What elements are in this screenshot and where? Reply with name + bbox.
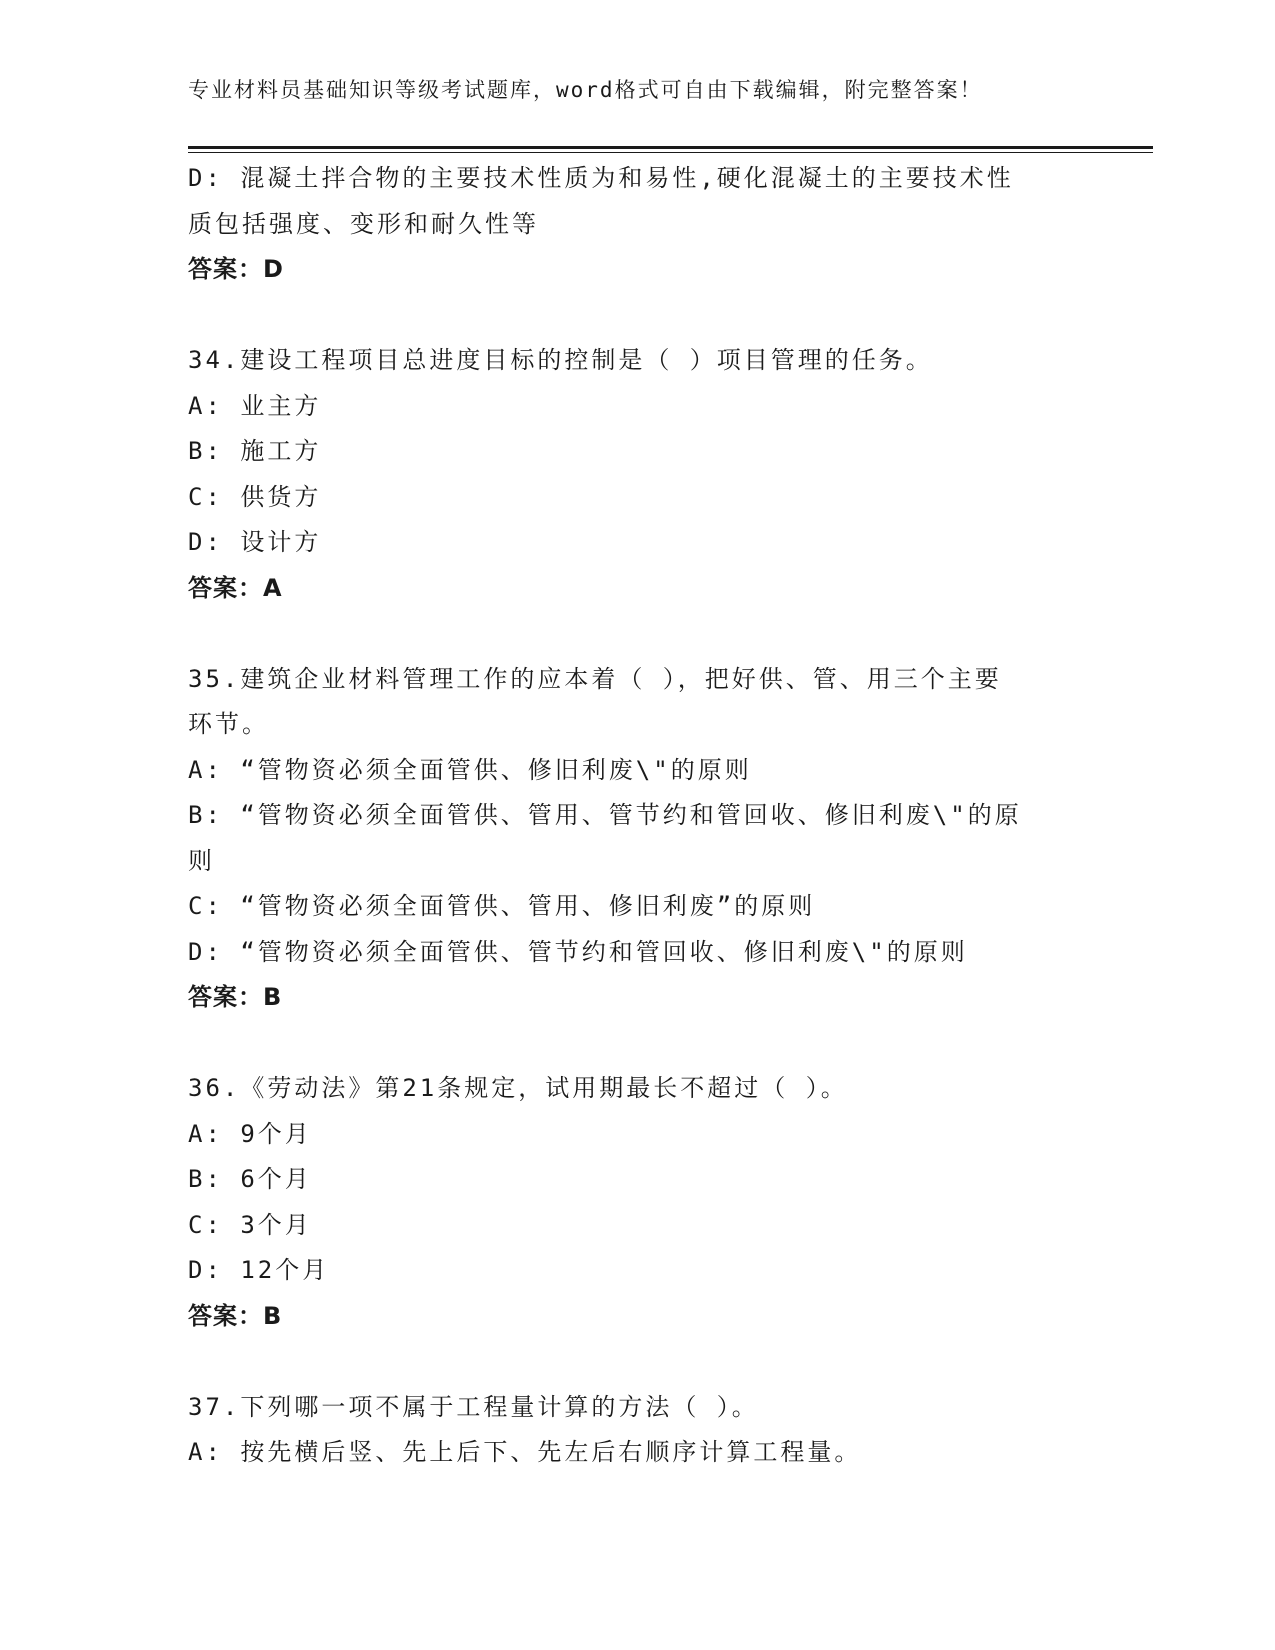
option-a: A: 按先横后竖、先上后下、先左后右顺序计算工程量。 — [188, 1438, 862, 1466]
option-d: D: 设计方 — [188, 528, 322, 556]
answer: 答案：D — [188, 255, 284, 283]
spacer — [188, 611, 1078, 657]
option-a: A: “管物资必须全面管供、修旧利废\"的原则 — [188, 755, 752, 784]
answer: 答案：A — [188, 573, 283, 602]
page-header: 专业材料员基础知识等级考试题库，word格式可自由下载编辑，附完整答案！ — [188, 78, 983, 102]
spacer — [188, 293, 1078, 339]
question-36 — [188, 1066, 1078, 1339]
option-d: D: 12个月 — [188, 1256, 330, 1284]
question-list — [188, 156, 1078, 1476]
header-rule-thick — [188, 146, 1153, 149]
option-c: C: 3个月 — [188, 1210, 312, 1239]
spacer — [188, 1339, 1078, 1385]
option-c: C: “管物资必须全面管供、管用、修旧利废”的原则 — [188, 892, 816, 920]
answer: 答案：B — [188, 1301, 283, 1330]
option-d: D: “管物资必须全面管供、管节约和管回收、修旧利废\"的原则 — [188, 937, 968, 966]
option-a: A: 业主方 — [188, 391, 322, 420]
question-stem: 37.下列哪一项不属于工程量计算的方法（ ）。 — [188, 1392, 759, 1421]
option-a: A: 9个月 — [188, 1119, 312, 1148]
question-stem-continued: 环节。 — [188, 710, 269, 738]
question-prev — [188, 156, 1078, 293]
question-37 — [188, 1385, 1078, 1476]
option-b-continued: 则 — [188, 846, 215, 875]
spacer — [188, 1021, 1078, 1067]
question-34 — [188, 338, 1078, 611]
option-b: B: 6个月 — [188, 1165, 312, 1193]
answer: 答案：B — [188, 983, 283, 1011]
option-d: D: 混凝土拌合物的主要技术性质为和易性,硬化混凝土的主要技术性 — [188, 164, 1014, 192]
header-rule-thin — [188, 152, 1153, 153]
question-35 — [188, 657, 1078, 1021]
option-c: C: 供货方 — [188, 482, 322, 511]
option-b: B: 施工方 — [188, 437, 322, 465]
question-stem: 35.建筑企业材料管理工作的应本着（ ），把好供、管、用三个主要 — [188, 664, 1002, 693]
question-stem: 36.《劳动法》第21条规定，试用期最长不超过（ ）。 — [188, 1074, 848, 1102]
option-b: B: “管物资必须全面管供、管用、管节约和管回收、修旧利废\"的原 — [188, 801, 1022, 829]
question-stem: 34.建设工程项目总进度目标的控制是（ ）项目管理的任务。 — [188, 346, 933, 374]
option-d-continued: 质包括强度、变形和耐久性等 — [188, 209, 539, 238]
